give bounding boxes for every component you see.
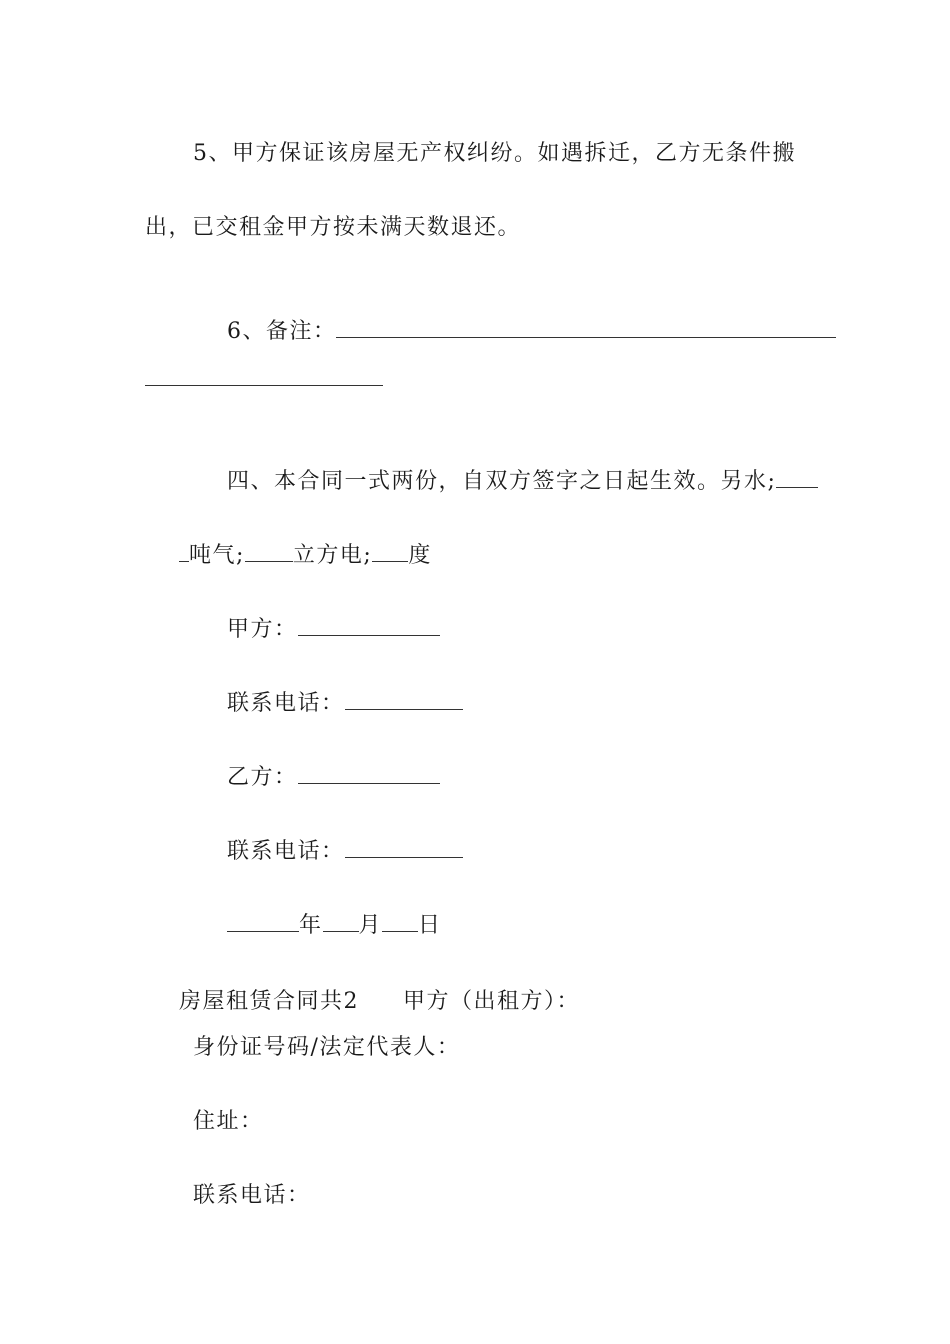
gas-label: 吨气; bbox=[188, 543, 245, 568]
phone-blank-1 bbox=[345, 691, 463, 710]
clause-6-label: 6、备注： bbox=[226, 319, 337, 344]
year-label: 年 bbox=[298, 913, 323, 938]
party-b-label: 乙方： bbox=[226, 765, 298, 790]
remarks-blank-1 bbox=[336, 319, 836, 338]
party-a-label: 甲方： bbox=[226, 617, 298, 642]
party-b-blank bbox=[298, 765, 440, 784]
clause-5-line-1: 5、甲方保证该房屋无产权纠纷。如遇拆迁，乙方无条件搬 bbox=[193, 141, 796, 166]
section-4-text: 四、本合同一式两份，自双方签字之日起生效。另水; bbox=[226, 469, 777, 494]
water-blank bbox=[776, 469, 818, 488]
party-a-blank bbox=[298, 617, 440, 636]
month-blank bbox=[323, 913, 359, 932]
phone-blank-2 bbox=[345, 839, 463, 858]
phone-label-2: 联系电话： bbox=[226, 839, 345, 864]
water-blank-cont bbox=[179, 543, 189, 562]
phone-field-3: 联系电话： bbox=[193, 1183, 311, 1208]
month-label: 月 bbox=[358, 913, 383, 938]
electric-label: 立方电; bbox=[292, 543, 373, 568]
clause-6-remarks bbox=[193, 287, 836, 377]
clause-5-line-2: 出，已交租金甲方按未满天数退还。 bbox=[145, 215, 522, 240]
contract-2-party-a: 甲方（出租方）： bbox=[402, 989, 580, 1014]
day-blank bbox=[382, 913, 418, 932]
address-field: 住址： bbox=[193, 1109, 264, 1134]
contract-2-title: 房屋租赁合同共2 bbox=[178, 989, 359, 1014]
year-blank bbox=[227, 913, 299, 932]
electric-blank bbox=[372, 543, 408, 562]
gas-blank bbox=[245, 543, 293, 562]
degree-label: 度 bbox=[408, 543, 432, 568]
day-label: 日 bbox=[418, 913, 442, 938]
id-field: 身份证号码/法定代表人： bbox=[193, 1035, 461, 1060]
phone-label-1: 联系电话： bbox=[226, 691, 345, 716]
remarks-blank-2 bbox=[145, 384, 383, 386]
